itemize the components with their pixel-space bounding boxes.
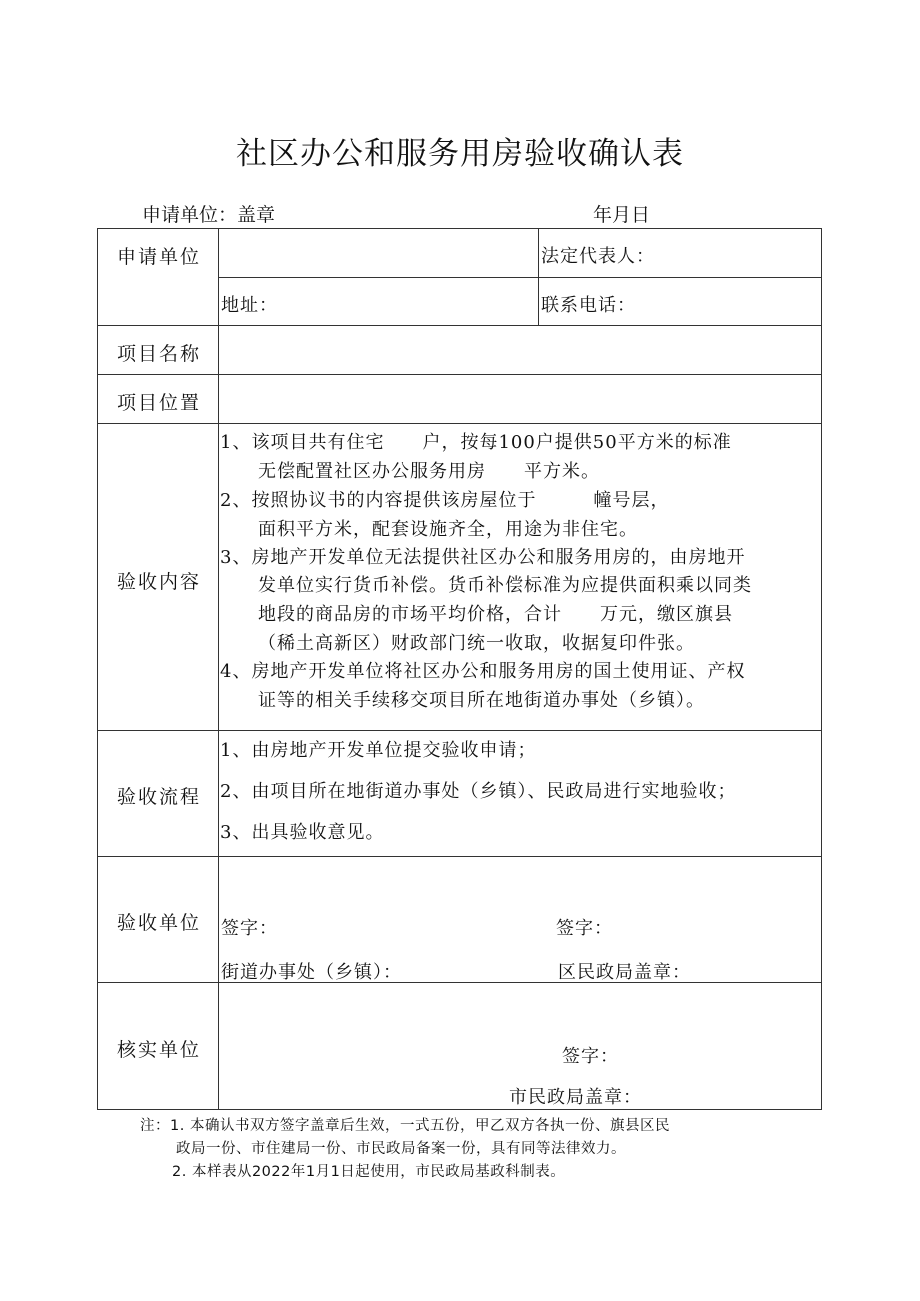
district-bureau-signature: 签字：	[556, 918, 613, 939]
page-title: 社区办公和服务用房验收确认表	[236, 136, 684, 172]
content-line: 4、房地产开发单位将社区办公和服务用房的国土使用证、产权	[220, 661, 746, 682]
applicant-stamp-label: 申请单位：盖章	[142, 204, 276, 226]
street-office-signature: 签字：	[221, 918, 278, 939]
content-line: 地段的商品房的市场平均价格，合计 万元，缴区旗县	[258, 604, 733, 625]
note-line: 政局一份、市住建局一份、市民政局备案一份，具有同等法律效力。	[176, 1141, 626, 1157]
note-line: 2. 本样表从2022年1月1日起使用，市民政局基政科制表。	[172, 1164, 566, 1180]
content-line: 3、房地产开发单位无法提供社区办公和服务用房的，由房地开	[220, 547, 746, 568]
acceptance-unit-label: 验收单位	[117, 912, 202, 934]
process-step: 2、由项目所在地街道办事处（乡镇）、民政局进行实地验收；	[220, 781, 737, 802]
district-bureau-stamp-label: 区民政局盖章：	[558, 962, 691, 983]
legal-representative-field: 法定代表人：	[541, 246, 655, 267]
content-line: 无偿配置社区办公服务用房 平方米。	[258, 461, 600, 482]
content-line: 证等的相关手续移交项目所在地街道办事处（乡镇）。	[258, 690, 705, 711]
note-line: 注：1. 本确认书双方签字盖章后生效，一式五份，甲乙双方各执一份、旗县区民	[140, 1118, 670, 1134]
acceptance-content-label: 验收内容	[117, 571, 202, 593]
process-step: 1、由房地产开发单位提交验收申请；	[220, 740, 537, 761]
city-bureau-stamp-label: 市民政局盖章：	[509, 1087, 642, 1108]
content-line: 发单位实行货币补偿。货币补偿标准为应提供面积乘以同类	[258, 575, 752, 596]
content-line: （稀土高新区）财政部门统一收取，收据复印件张。	[258, 633, 695, 654]
content-line: 面积平方米，配套设施齐全，用途为非住宅。	[258, 519, 638, 540]
process-step: 3、出具验收意见。	[220, 822, 385, 843]
street-office-label: 街道办事处（乡镇）：	[221, 962, 402, 983]
city-bureau-signature: 签字：	[562, 1046, 619, 1067]
applicant-unit-label: 申请单位	[117, 246, 202, 268]
date-label: 年月日	[593, 204, 651, 226]
verification-unit-label: 核实单位	[117, 1039, 202, 1061]
phone-field: 联系电话：	[541, 295, 636, 316]
acceptance-process-label: 验收流程	[117, 786, 202, 808]
project-name-label: 项目名称	[117, 343, 202, 365]
project-location-label: 项目位置	[117, 392, 202, 414]
content-line: 2、按照协议书的内容提供该房屋位于 幢号层，	[220, 490, 670, 511]
content-line: 1、该项目共有住宅 户，按每100户提供50平方米的标准	[220, 432, 732, 453]
address-field: 地址：	[221, 295, 278, 316]
